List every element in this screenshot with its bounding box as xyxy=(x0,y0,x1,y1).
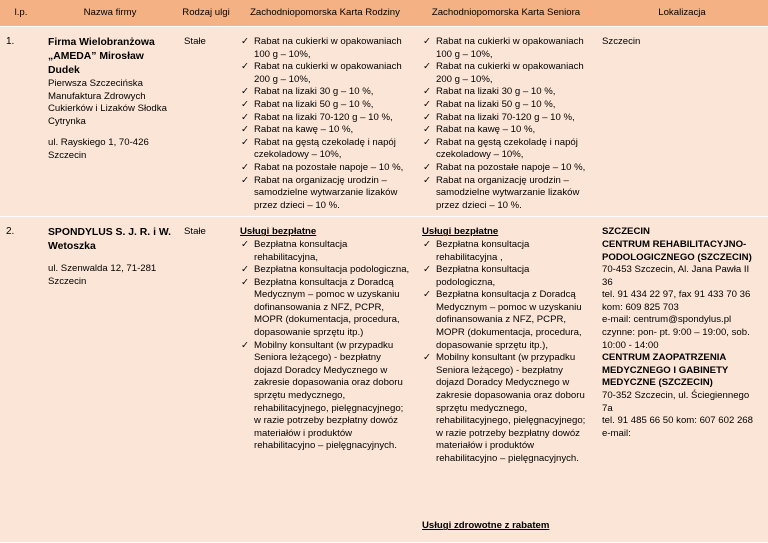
check-icon: ✓ xyxy=(241,339,250,351)
location-line: e-mail: centrum@spondylus.pl xyxy=(602,314,732,326)
check-icon: ✓ xyxy=(241,36,250,47)
list-item-text: Rabat na pozostałe napoje – 10 %, xyxy=(436,161,586,173)
list-item-text: Rabat na lizaki 30 g – 10 %, xyxy=(436,86,556,98)
senior-card-cell xyxy=(416,27,596,217)
check-icon: ✓ xyxy=(241,98,250,110)
list-item xyxy=(422,86,590,99)
list-item xyxy=(240,36,410,61)
list-item xyxy=(422,162,590,175)
list-item xyxy=(422,175,590,213)
check-icon: ✓ xyxy=(423,289,432,301)
company-address: ul. Rayskiego 1, 70-426 Szczecin xyxy=(48,137,149,161)
list-item-text: Rabat na organizację urodzin – samodzielne wytwarzanie lizaków przez dzieci – 10 %. xyxy=(436,174,580,211)
company-address: ul. Szenwalda 12, 71-281 Szczecin xyxy=(48,263,157,287)
list-item-text: Rabat na lizaki 70-120 g – 10 %, xyxy=(436,111,575,123)
list-item xyxy=(240,61,410,86)
check-icon: ✓ xyxy=(423,98,432,110)
location-cell: Szczecin xyxy=(596,27,768,217)
check-icon: ✓ xyxy=(423,61,432,73)
list-item-text: Bezpłatna konsultacja podologiczna, xyxy=(436,264,530,288)
location-line: kom: 609 825 703 xyxy=(602,301,679,313)
list-item-text: Rabat na lizaki 30 g – 10 %, xyxy=(254,86,374,98)
header-row xyxy=(0,0,768,27)
list-item-text: Rabat na lizaki 50 g – 10 %, xyxy=(436,98,556,110)
list-item xyxy=(240,340,410,453)
check-icon: ✓ xyxy=(423,36,432,47)
family-card-cell xyxy=(234,217,416,543)
list-item xyxy=(422,99,590,112)
header-firm: Nazwa firmy xyxy=(42,0,178,27)
family-service-list xyxy=(240,239,410,453)
list-item-text: Rabat na organizację urodzin – samodzielne wytwarzanie lizaków przez dzieci – 10 %. xyxy=(254,174,398,211)
company-name: SPONDYLUS S. J. R. i W. Wetoszka xyxy=(48,227,171,253)
list-item xyxy=(422,124,590,137)
row-number: 1. xyxy=(0,27,42,217)
check-icon: ✓ xyxy=(423,161,432,173)
check-icon: ✓ xyxy=(423,124,432,136)
list-item xyxy=(422,36,590,61)
discount-type: Stałe xyxy=(178,217,234,543)
list-item-text: Rabat na cukierki w opakowaniach 100 g – 10%, xyxy=(254,36,402,60)
check-icon: ✓ xyxy=(241,61,250,73)
company-description: Pierwsza Szczecińska Manufaktura Zdrowych Cukierków i Lizaków Słodka Cytrynka xyxy=(48,78,167,127)
list-item-text: Bezpłatna konsultacja podologiczna, xyxy=(254,264,410,276)
list-item xyxy=(240,175,410,213)
list-item-text: Rabat na lizaki 50 g – 10 %, xyxy=(254,98,374,110)
location-line: CENTRUM ZAOPATRZENIA MEDYCZNEGO I GABINETY MEDYCZNE (SZCZECIN) xyxy=(602,352,729,389)
list-item xyxy=(422,137,590,162)
list-item xyxy=(240,99,410,112)
list-item xyxy=(422,352,590,465)
list-item xyxy=(240,162,410,175)
list-item xyxy=(422,112,590,125)
list-item xyxy=(240,124,410,137)
senior-card-cell xyxy=(416,217,596,543)
list-item-text: Bezpłatna konsultacja z Doradcą Medycznym – pomoc w uzyskaniu dofinansowania z NFZ, PCPR, MOPR (dokumentacja, procedura, dopasowanie sprzętu itp.) xyxy=(254,276,400,339)
list-item xyxy=(422,61,590,86)
list-item xyxy=(240,112,410,125)
location-line: 70-453 Szczecin, Al. Jana Pawła II 36 xyxy=(602,264,750,288)
check-icon: ✓ xyxy=(423,352,432,364)
list-item-text: Rabat na cukierki w opakowaniach 200 g – 10%, xyxy=(436,61,584,85)
check-icon: ✓ xyxy=(241,86,250,98)
check-icon: ✓ xyxy=(423,264,432,276)
company-cell xyxy=(42,27,178,217)
check-icon: ✓ xyxy=(241,264,250,276)
list-item-text: Mobilny konsultant (w przypadku Seniora leżącego) - bezpłatny dojazd Doradcy Medycznego w zakresie dopasowania oraz doboru sprzętu medycznego, rehabilitacyjnego, pielęgnacyjnego; w razie potrzeby bezpłatny dowóz materiałów i produktów rehabilitacyjno – pielęgnacyjnych. xyxy=(436,352,586,464)
check-icon: ✓ xyxy=(241,136,250,148)
location-line: e-mail: xyxy=(602,427,631,439)
location-cell xyxy=(596,217,768,543)
list-item-text: Rabat na kawę – 10 %, xyxy=(436,124,536,136)
list-item xyxy=(240,264,410,277)
list-item xyxy=(240,277,410,340)
list-item-text: Rabat na gęstą czekoladę i napój czekoladowy – 10%, xyxy=(254,136,396,161)
list-item-text: Mobilny konsultant (w przypadku Seniora leżącego) - bezpłatny dojazd Doradcy Medycznego w zakresie dopasowania oraz doboru sprzętu medycznego, rehabilitacyjnego, pielęgnacyjnego; w razie potrzeby bezpłatny dowóz materiałów i produktów rehabilitacyjno – pielęgnacyjnych. xyxy=(254,339,404,452)
list-item-text: Rabat na kawę – 10 %, xyxy=(254,124,354,136)
list-item-text: Rabat na cukierki w opakowaniach 100 g – 10%, xyxy=(436,36,584,60)
discount-type: Stałe xyxy=(178,27,234,217)
list-item-text: Bezpłatna konsultacja rehabilitacyjna, xyxy=(254,238,348,263)
list-item xyxy=(240,239,410,264)
family-section-heading: Usługi bezpłatne xyxy=(240,226,317,238)
senior-service-list xyxy=(422,239,590,466)
list-item xyxy=(422,264,590,289)
company-name: Firma Wielobranżowa „AMEDA” Mirosław Dudek xyxy=(48,37,155,76)
list-item-text: Rabat na lizaki 70-120 g – 10 %, xyxy=(254,111,393,123)
location-line: 70-352 Szczecin, ul. Ściegiennego 7a xyxy=(602,390,750,414)
check-icon: ✓ xyxy=(241,111,250,123)
list-item-text: Bezpłatna konsultacja rehabilitacyjna , xyxy=(436,238,530,263)
list-item-text: Rabat na gęstą czekoladę i napój czekoladowy – 10%, xyxy=(436,136,578,161)
check-icon: ✓ xyxy=(423,111,432,123)
check-icon: ✓ xyxy=(423,86,432,98)
check-icon: ✓ xyxy=(423,136,432,148)
check-icon: ✓ xyxy=(423,238,432,250)
check-icon: ✓ xyxy=(241,124,250,136)
check-icon: ✓ xyxy=(423,174,432,186)
location-line: CENTRUM REHABILITACYJNO-PODOLOGICZNEGO (SZCZECIN) xyxy=(602,238,752,263)
check-icon: ✓ xyxy=(241,276,250,288)
check-icon: ✓ xyxy=(241,161,250,173)
family-card-cell xyxy=(234,27,416,217)
header-location: Lokalizacja xyxy=(596,0,768,27)
company-cell xyxy=(42,217,178,543)
location-line: SZCZECIN xyxy=(602,226,650,238)
location-line: tel. 91 485 66 50 kom: 607 602 268 xyxy=(602,415,753,427)
table-row xyxy=(0,217,768,543)
header-lp: l.p. xyxy=(0,0,42,27)
senior-section-heading: Usługi bezpłatne xyxy=(422,226,499,238)
senior-discounted-services-heading: Usługi zdrowotne z rabatem xyxy=(422,520,550,532)
location-line: czynne: pon- pt. 9:00 – 19:00, sob. 10:00 - 14:00 xyxy=(602,327,750,351)
list-item-text: Rabat na pozostałe napoje – 10 %, xyxy=(254,161,404,173)
location-line: tel. 91 434 22 97, fax 91 433 70 36 xyxy=(602,289,751,301)
list-item xyxy=(240,86,410,99)
header-senior-card: Zachodniopomorska Karta Seniora xyxy=(416,0,596,27)
senior-discount-list xyxy=(422,36,590,212)
list-item-text: Bezpłatna konsultacja z Doradcą Medycznym – pomoc w uzyskaniu dofinansowania z NFZ, PCPR, MOPR (dokumentacja, procedura, dopasowanie sprzętu itp.), xyxy=(436,289,582,351)
list-item xyxy=(240,137,410,162)
check-icon: ✓ xyxy=(241,174,250,186)
location-lines xyxy=(602,226,762,440)
row-number: 2. xyxy=(0,217,42,543)
header-family-card: Zachodniopomorska Karta Rodziny xyxy=(234,0,416,27)
header-type: Rodzaj ulgi xyxy=(178,0,234,27)
check-icon: ✓ xyxy=(241,238,250,250)
list-item xyxy=(422,239,590,264)
list-item xyxy=(422,289,590,352)
family-discount-list xyxy=(240,36,410,212)
table-row xyxy=(0,27,768,217)
list-item-text: Rabat na cukierki w opakowaniach 200 g – 10%, xyxy=(254,61,402,85)
